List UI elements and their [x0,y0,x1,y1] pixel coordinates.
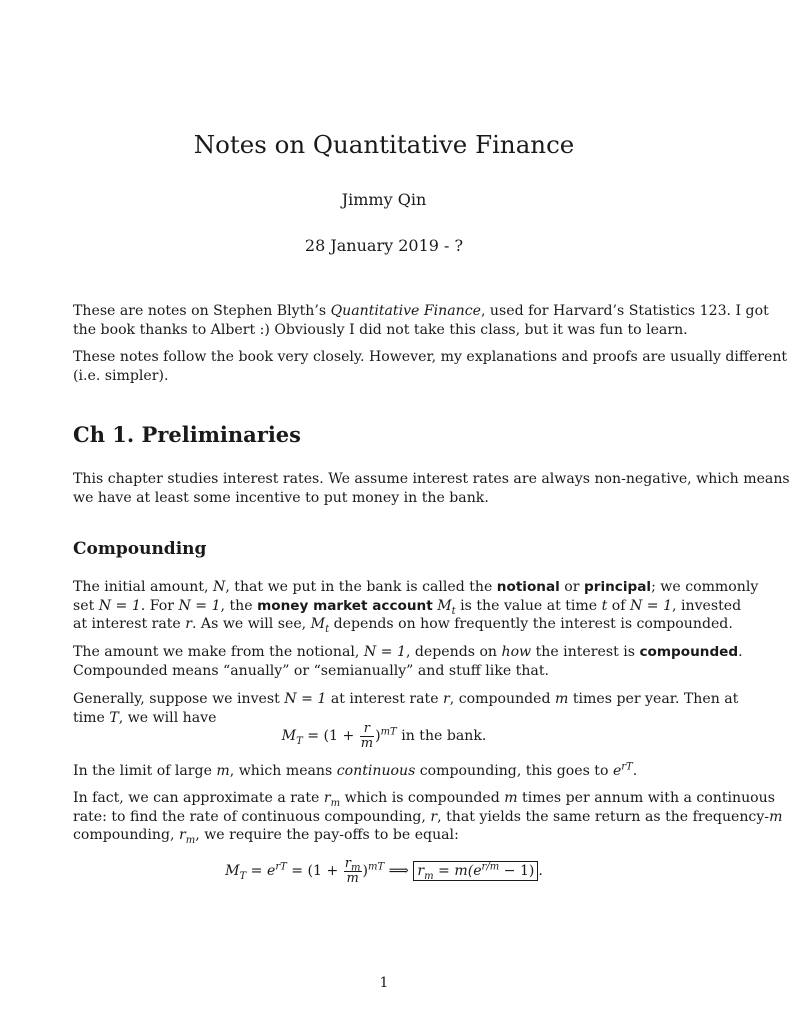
paragraph-notional: The initial amount, N, that we put in the bank is called the notional or principal; we commonly set N = 1. For N = 1, the money market account $M_t$ is the value at time t of N = 1, invested at interest rate r. As we will see, $M_t$ depends on how frequently the interest is compounded. [73,579,759,635]
paragraph-continuous-limit: In the limit of large m, which means continuous compounding, this goes to $e^{rT}$. [73,761,638,779]
boxed-result: $r_m = m(e^{r/m} - 1)$ [413,861,538,881]
document-title: Notes on Quantitative Finance [193,130,575,159]
section-heading: Compounding [73,539,207,559]
document-date: 28 January 2019 - ? [304,236,464,255]
equation-continuous-equivalence: $M_T = e^{rT} = (1$ + $\frac{r_m}{m}$ )$^{mT}$ ⟹ $r_m = m(e^{r/m} - 1)$ . [225,856,543,886]
paragraph-approximate-rate: In fact, we can approximate a rate $r_m$ which is compounded m times per annum with a continuous rate: to find the rate of continuous compounding, r, that yields the same return as the frequency-m compounding, $r_m$, we require the pay-offs to be equal: [73,790,783,846]
book-title: Quantitative Finance [330,303,481,319]
document-author: Jimmy Qin [341,190,427,209]
equation-discrete-compounding: $M_T = (1$ + $\frac{r}{m}$ )$^{mT}$ in the bank. [281,721,487,751]
paragraph-compounded: The amount we make from the notional, N = 1, depends on how the interest is compounded. Compounded means “anually” or “semianually” and stuff like that. [73,644,743,679]
page-number: 1 [379,975,389,991]
paragraph-generally: Generally, suppose we invest N = 1 at interest rate r, compounded m times per year. Then at time T, we will have [73,691,739,726]
intro-paragraph-1: These are notes on Stephen Blyth’s Quantitative Finance, used for Harvard’s Statistics 123. I got the book thanks to Albert :) Obviously I did not take this class, but it was fun to learn. [73,303,769,338]
intro-paragraph-2: These notes follow the book very closely. However, my explanations and proofs are usually different (i.e. simpler). [73,349,788,384]
chapter-intro-paragraph: This chapter studies interest rates. We assume interest rates are always non-negative, which means we have at least some incentive to put money in the bank. [73,471,790,506]
chapter-heading: Ch 1. Preliminaries [73,422,301,447]
